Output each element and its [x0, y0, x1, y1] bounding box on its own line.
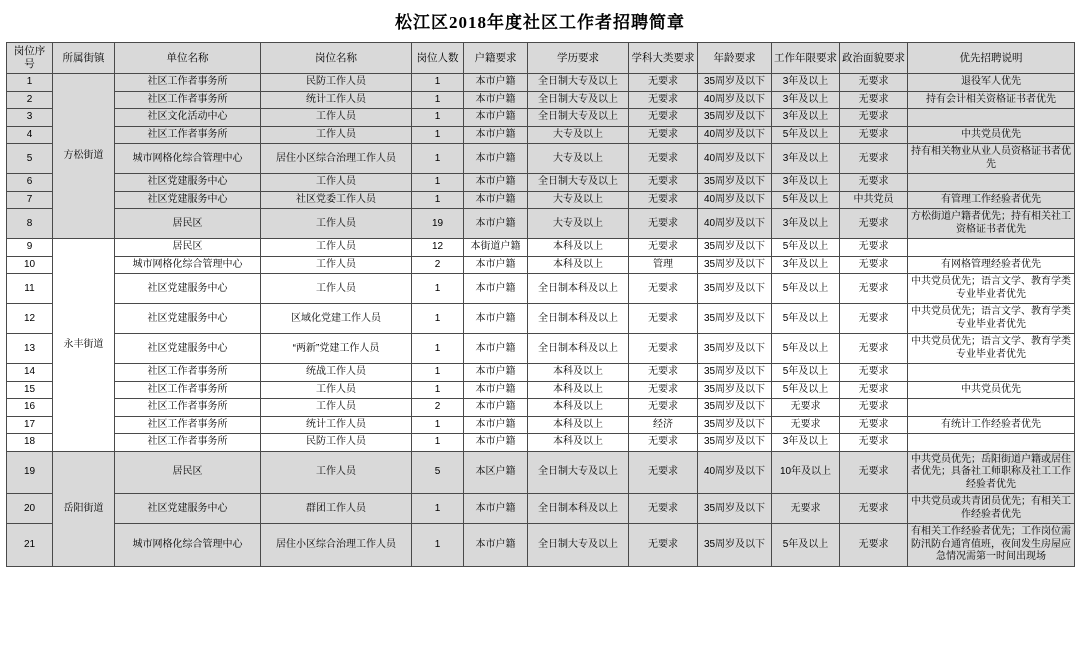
cell-post-name: 工作人员: [261, 239, 412, 257]
table-row: [7, 274, 1075, 304]
cell-job-no: 15: [7, 381, 53, 399]
cell-age: 35周岁及以下: [698, 434, 772, 452]
cell-unit-name: 城市网格化综合管理中心: [115, 144, 261, 174]
cell-age: 35周岁及以下: [698, 399, 772, 417]
cell-major: 无要求: [629, 399, 698, 417]
cell-politics: 无要求: [840, 381, 908, 399]
cell-headcount: 1: [412, 274, 464, 304]
table-row: [7, 191, 1075, 209]
table-header-row: [7, 43, 1075, 74]
cell-priority-note: 有管理工作经验者优先: [908, 191, 1075, 209]
cell-unit-name: 社区党建服务中心: [115, 191, 261, 209]
column-header-5: 户籍要求: [464, 43, 528, 74]
cell-job-no: 10: [7, 256, 53, 274]
cell-unit-name: 社区工作者事务所: [115, 399, 261, 417]
cell-education: 大专及以上: [528, 144, 629, 174]
cell-experience: 3年及以上: [772, 174, 840, 192]
cell-age: 35周岁及以下: [698, 494, 772, 524]
cell-job-no: 21: [7, 524, 53, 567]
cell-education: 大专及以上: [528, 209, 629, 239]
column-header-0: 岗位序号: [7, 43, 53, 74]
cell-major: 无要求: [629, 144, 698, 174]
cell-job-no: 17: [7, 416, 53, 434]
cell-post-name: 工作人员: [261, 209, 412, 239]
cell-hukou: 本市户籍: [464, 434, 528, 452]
cell-major: 无要求: [629, 494, 698, 524]
cell-politics: 无要求: [840, 126, 908, 144]
cell-hukou: 本市户籍: [464, 126, 528, 144]
cell-age: 35周岁及以下: [698, 274, 772, 304]
cell-hukou: 本街道户籍: [464, 239, 528, 257]
cell-hukou: 本市户籍: [464, 381, 528, 399]
cell-headcount: 2: [412, 256, 464, 274]
cell-street-group: 方松街道: [53, 74, 115, 239]
cell-age: 40周岁及以下: [698, 191, 772, 209]
cell-major: 管理: [629, 256, 698, 274]
cell-politics: 无要求: [840, 524, 908, 567]
recruitment-table: [6, 42, 1075, 567]
cell-post-name: 工作人员: [261, 399, 412, 417]
cell-unit-name: 社区工作者事务所: [115, 434, 261, 452]
cell-major: 无要求: [629, 91, 698, 109]
cell-politics: 无要求: [840, 209, 908, 239]
table-row: [7, 109, 1075, 127]
cell-major: 无要求: [629, 109, 698, 127]
cell-experience: 5年及以上: [772, 364, 840, 382]
cell-politics: 无要求: [840, 364, 908, 382]
cell-unit-name: 居民区: [115, 209, 261, 239]
cell-priority-note: 中共党员优先；岳阳街道户籍或居住者优先；具备社工师职称及社工工作经验者优先: [908, 451, 1075, 494]
table-row: [7, 74, 1075, 92]
cell-major: 无要求: [629, 434, 698, 452]
cell-education: 全日制大专及以上: [528, 91, 629, 109]
cell-job-no: 20: [7, 494, 53, 524]
table-row: [7, 524, 1075, 567]
table-row: [7, 91, 1075, 109]
column-header-6: 学历要求: [528, 43, 629, 74]
cell-major: 无要求: [629, 174, 698, 192]
table-row: [7, 174, 1075, 192]
cell-politics: 中共党员: [840, 191, 908, 209]
cell-headcount: 1: [412, 126, 464, 144]
cell-experience: 3年及以上: [772, 256, 840, 274]
cell-headcount: 1: [412, 434, 464, 452]
cell-hukou: 本市户籍: [464, 364, 528, 382]
cell-job-no: 1: [7, 74, 53, 92]
cell-experience: 3年及以上: [772, 74, 840, 92]
page-title: 松江区2018年度社区工作者招聘简章: [395, 13, 685, 32]
cell-post-name: 统计工作人员: [261, 91, 412, 109]
cell-age: 35周岁及以下: [698, 74, 772, 92]
cell-experience: 无要求: [772, 416, 840, 434]
cell-post-name: 统计工作人员: [261, 416, 412, 434]
cell-unit-name: 社区党建服务中心: [115, 174, 261, 192]
cell-hukou: 本市户籍: [464, 494, 528, 524]
cell-age: 40周岁及以下: [698, 91, 772, 109]
cell-experience: 5年及以上: [772, 274, 840, 304]
cell-age: 35周岁及以下: [698, 239, 772, 257]
cell-job-no: 18: [7, 434, 53, 452]
cell-education: 全日制本科及以上: [528, 304, 629, 334]
cell-priority-note: 方松街道户籍者优先；持有相关社工资格证书者优先: [908, 209, 1075, 239]
table-row: [7, 381, 1075, 399]
cell-hukou: 本市户籍: [464, 109, 528, 127]
cell-education: 本科及以上: [528, 256, 629, 274]
cell-job-no: 11: [7, 274, 53, 304]
cell-street-group: 岳阳街道: [53, 451, 115, 566]
cell-headcount: 19: [412, 209, 464, 239]
cell-headcount: 1: [412, 174, 464, 192]
cell-experience: 3年及以上: [772, 91, 840, 109]
cell-post-name: 工作人员: [261, 381, 412, 399]
column-header-10: 政治面貌要求: [840, 43, 908, 74]
cell-politics: 无要求: [840, 174, 908, 192]
cell-headcount: 2: [412, 399, 464, 417]
cell-education: 全日制本科及以上: [528, 494, 629, 524]
cell-unit-name: 社区党建服务中心: [115, 304, 261, 334]
cell-education: 大专及以上: [528, 191, 629, 209]
cell-unit-name: 城市网格化综合管理中心: [115, 256, 261, 274]
cell-headcount: 1: [412, 524, 464, 567]
cell-age: 35周岁及以下: [698, 256, 772, 274]
cell-post-name: 工作人员: [261, 174, 412, 192]
cell-age: 35周岁及以下: [698, 304, 772, 334]
cell-headcount: 1: [412, 109, 464, 127]
cell-major: 无要求: [629, 74, 698, 92]
cell-hukou: 本市户籍: [464, 91, 528, 109]
cell-job-no: 14: [7, 364, 53, 382]
cell-age: 35周岁及以下: [698, 416, 772, 434]
cell-experience: 3年及以上: [772, 144, 840, 174]
column-header-1: 所属街镇: [53, 43, 115, 74]
cell-priority-note: 有网格管理经验者优先: [908, 256, 1075, 274]
table-row: [7, 304, 1075, 334]
cell-post-name: 工作人员: [261, 256, 412, 274]
cell-post-name: 区域化党建工作人员: [261, 304, 412, 334]
cell-age: 40周岁及以下: [698, 126, 772, 144]
cell-age: 40周岁及以下: [698, 144, 772, 174]
table-row: [7, 434, 1075, 452]
cell-priority-note: 退役军人优先: [908, 74, 1075, 92]
cell-unit-name: 社区党建服务中心: [115, 334, 261, 364]
cell-education: 大专及以上: [528, 126, 629, 144]
cell-unit-name: 社区工作者事务所: [115, 91, 261, 109]
cell-headcount: 1: [412, 144, 464, 174]
cell-experience: 无要求: [772, 399, 840, 417]
cell-experience: 无要求: [772, 494, 840, 524]
cell-job-no: 5: [7, 144, 53, 174]
cell-hukou: 本市户籍: [464, 209, 528, 239]
cell-headcount: 1: [412, 494, 464, 524]
cell-unit-name: 城市网格化综合管理中心: [115, 524, 261, 567]
cell-hukou: 本市户籍: [464, 274, 528, 304]
cell-priority-note: 中共党员优先；语言文学、教育学类专业毕业者优先: [908, 334, 1075, 364]
cell-priority-note: [908, 399, 1075, 417]
cell-age: 40周岁及以下: [698, 451, 772, 494]
table-row: [7, 256, 1075, 274]
cell-politics: 无要求: [840, 416, 908, 434]
cell-post-name: 工作人员: [261, 274, 412, 304]
cell-politics: 无要求: [840, 144, 908, 174]
cell-hukou: 本市户籍: [464, 191, 528, 209]
cell-politics: 无要求: [840, 274, 908, 304]
cell-politics: 无要求: [840, 334, 908, 364]
table-body: [7, 74, 1075, 567]
cell-major: 无要求: [629, 239, 698, 257]
cell-education: 本科及以上: [528, 381, 629, 399]
cell-experience: 10年及以上: [772, 451, 840, 494]
column-header-3: 岗位名称: [261, 43, 412, 74]
cell-hukou: 本市户籍: [464, 256, 528, 274]
cell-headcount: 1: [412, 416, 464, 434]
cell-job-no: 8: [7, 209, 53, 239]
cell-job-no: 2: [7, 91, 53, 109]
cell-hukou: 本市户籍: [464, 144, 528, 174]
cell-major: 无要求: [629, 209, 698, 239]
cell-unit-name: 居民区: [115, 239, 261, 257]
cell-politics: 无要求: [840, 304, 908, 334]
cell-hukou: 本区户籍: [464, 451, 528, 494]
cell-unit-name: 社区党建服务中心: [115, 494, 261, 524]
table-row: [7, 451, 1075, 494]
cell-priority-note: 持有相关物业从业人员资格证书者优先: [908, 144, 1075, 174]
cell-post-name: 工作人员: [261, 109, 412, 127]
cell-priority-note: [908, 174, 1075, 192]
column-header-9: 工作年限要求: [772, 43, 840, 74]
cell-education: 本科及以上: [528, 434, 629, 452]
column-header-4: 岗位人数: [412, 43, 464, 74]
cell-experience: 3年及以上: [772, 434, 840, 452]
cell-experience: 5年及以上: [772, 524, 840, 567]
cell-hukou: 本市户籍: [464, 304, 528, 334]
cell-job-no: 12: [7, 304, 53, 334]
cell-hukou: 本市户籍: [464, 416, 528, 434]
cell-priority-note: 有统计工作经验者优先: [908, 416, 1075, 434]
cell-priority-note: 有相关工作经验者优先；工作岗位需防汛防台通宵值班，夜间发生房屋应急情况需第一时间出现场: [908, 524, 1075, 567]
cell-priority-note: 中共党员优先；语言文学、教育学类专业毕业者优先: [908, 304, 1075, 334]
cell-education: 全日制本科及以上: [528, 334, 629, 364]
cell-experience: 5年及以上: [772, 304, 840, 334]
cell-priority-note: 持有会计相关资格证书者优先: [908, 91, 1075, 109]
table-row: [7, 126, 1075, 144]
cell-hukou: 本市户籍: [464, 174, 528, 192]
cell-major: 无要求: [629, 334, 698, 364]
cell-hukou: 本市户籍: [464, 524, 528, 567]
table-row: [7, 334, 1075, 364]
table-row: [7, 209, 1075, 239]
cell-priority-note: 中共党员优先: [908, 381, 1075, 399]
cell-post-name: 民防工作人员: [261, 434, 412, 452]
cell-experience: 3年及以上: [772, 209, 840, 239]
cell-unit-name: 社区工作者事务所: [115, 416, 261, 434]
cell-major: 无要求: [629, 126, 698, 144]
cell-major: 经济: [629, 416, 698, 434]
cell-unit-name: 社区工作者事务所: [115, 364, 261, 382]
cell-priority-note: 中共党员或共青团员优先；有相关工作经验者优先: [908, 494, 1075, 524]
cell-job-no: 4: [7, 126, 53, 144]
cell-headcount: 1: [412, 364, 464, 382]
cell-headcount: 1: [412, 191, 464, 209]
cell-headcount: 1: [412, 381, 464, 399]
cell-priority-note: [908, 364, 1075, 382]
cell-major: 无要求: [629, 381, 698, 399]
cell-priority-note: [908, 434, 1075, 452]
cell-politics: 无要求: [840, 399, 908, 417]
cell-politics: 无要求: [840, 239, 908, 257]
cell-post-name: 群团工作人员: [261, 494, 412, 524]
table-row: [7, 494, 1075, 524]
cell-hukou: 本市户籍: [464, 399, 528, 417]
cell-headcount: 1: [412, 304, 464, 334]
cell-headcount: 1: [412, 334, 464, 364]
cell-experience: 5年及以上: [772, 126, 840, 144]
cell-headcount: 1: [412, 74, 464, 92]
cell-hukou: 本市户籍: [464, 74, 528, 92]
cell-politics: 无要求: [840, 451, 908, 494]
cell-hukou: 本市户籍: [464, 334, 528, 364]
cell-education: 全日制大专及以上: [528, 109, 629, 127]
cell-politics: 无要求: [840, 256, 908, 274]
cell-experience: 5年及以上: [772, 191, 840, 209]
cell-experience: 5年及以上: [772, 381, 840, 399]
cell-major: 无要求: [629, 364, 698, 382]
table-row: [7, 364, 1075, 382]
cell-experience: 3年及以上: [772, 109, 840, 127]
table-row: [7, 144, 1075, 174]
cell-education: 本科及以上: [528, 239, 629, 257]
cell-education: 本科及以上: [528, 399, 629, 417]
cell-post-name: 统战工作人员: [261, 364, 412, 382]
cell-age: 35周岁及以下: [698, 109, 772, 127]
cell-major: 无要求: [629, 274, 698, 304]
cell-major: 无要求: [629, 191, 698, 209]
cell-job-no: 13: [7, 334, 53, 364]
cell-post-name: 居住小区综合治理工作人员: [261, 144, 412, 174]
cell-job-no: 16: [7, 399, 53, 417]
cell-job-no: 3: [7, 109, 53, 127]
cell-politics: 无要求: [840, 74, 908, 92]
table-row: [7, 239, 1075, 257]
cell-education: 全日制大专及以上: [528, 451, 629, 494]
cell-major: 无要求: [629, 524, 698, 567]
cell-post-name: 工作人员: [261, 451, 412, 494]
cell-unit-name: 社区文化活动中心: [115, 109, 261, 127]
cell-major: 无要求: [629, 451, 698, 494]
cell-age: 40周岁及以下: [698, 209, 772, 239]
cell-priority-note: [908, 109, 1075, 127]
cell-politics: 无要求: [840, 494, 908, 524]
column-header-2: 单位名称: [115, 43, 261, 74]
cell-street-group: 永丰街道: [53, 239, 115, 452]
cell-major: 无要求: [629, 304, 698, 334]
cell-job-no: 7: [7, 191, 53, 209]
cell-headcount: 1: [412, 91, 464, 109]
cell-experience: 5年及以上: [772, 239, 840, 257]
cell-age: 35周岁及以下: [698, 334, 772, 364]
cell-headcount: 5: [412, 451, 464, 494]
cell-education: 全日制大专及以上: [528, 174, 629, 192]
cell-age: 35周岁及以下: [698, 364, 772, 382]
cell-unit-name: 社区工作者事务所: [115, 126, 261, 144]
cell-job-no: 9: [7, 239, 53, 257]
cell-politics: 无要求: [840, 434, 908, 452]
cell-education: 全日制本科及以上: [528, 274, 629, 304]
column-header-11: 优先招聘说明: [908, 43, 1075, 74]
cell-education: 全日制大专及以上: [528, 74, 629, 92]
cell-headcount: 12: [412, 239, 464, 257]
cell-politics: 无要求: [840, 109, 908, 127]
cell-priority-note: 中共党员优先: [908, 126, 1075, 144]
table-row: [7, 399, 1075, 417]
cell-unit-name: 居民区: [115, 451, 261, 494]
cell-education: 本科及以上: [528, 364, 629, 382]
cell-age: 35周岁及以下: [698, 174, 772, 192]
cell-politics: 无要求: [840, 91, 908, 109]
cell-age: 35周岁及以下: [698, 524, 772, 567]
cell-unit-name: 社区工作者事务所: [115, 74, 261, 92]
cell-experience: 5年及以上: [772, 334, 840, 364]
cell-post-name: “两新”党建工作人员: [261, 334, 412, 364]
cell-education: 全日制大专及以上: [528, 524, 629, 567]
cell-post-name: 民防工作人员: [261, 74, 412, 92]
cell-job-no: 19: [7, 451, 53, 494]
cell-post-name: 居住小区综合治理工作人员: [261, 524, 412, 567]
cell-priority-note: 中共党员优先；语言文学、教育学类专业毕业者优先: [908, 274, 1075, 304]
cell-unit-name: 社区工作者事务所: [115, 381, 261, 399]
cell-post-name: 社区党委工作人员: [261, 191, 412, 209]
cell-post-name: 工作人员: [261, 126, 412, 144]
cell-education: 本科及以上: [528, 416, 629, 434]
table-row: [7, 416, 1075, 434]
column-header-7: 学科大类要求: [629, 43, 698, 74]
cell-job-no: 6: [7, 174, 53, 192]
cell-age: 35周岁及以下: [698, 381, 772, 399]
column-header-8: 年龄要求: [698, 43, 772, 74]
cell-priority-note: [908, 239, 1075, 257]
cell-unit-name: 社区党建服务中心: [115, 274, 261, 304]
